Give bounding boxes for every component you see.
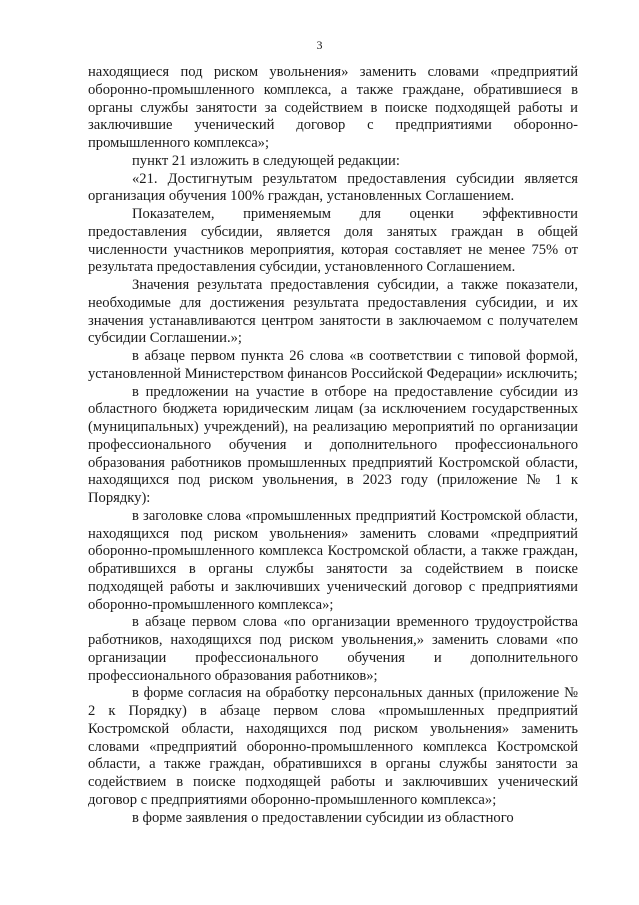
paragraph-point-21-text: «21. Достигнутым результатом предоставления субсидии является организация обучения 100% граждан, установленных Соглашением.	[88, 170, 578, 205]
paragraph-continuation: находящиеся под риском увольнения» заменить словами «предприятий оборонно-промышленного комплекса, а также граждане, обратившиеся в органы службы занятости за содействием в поиске подходящей работы и заключившие ученический договор с предприятиями оборонно-промышленного комплекса»;	[88, 64, 578, 151]
paragraph-result-values: Значения результата предоставления субсидии, а также показатели, необходимые для достижения результата предоставления субсидии, и их значения устанавливаются центром занятости в заключаемом с получателем субсидии Соглашении.»;	[88, 277, 578, 347]
paragraph-consent-form: в форме согласия на обработку персональных данных (приложение № 2 к Порядку) в абзаце первом слова «промышленных предприятий Костромской области, находящихся под риском увольнения» заменить словами «предприятий оборонно-промышленного комплекса Костромской области, а также граждан, обратившихся в органы службы занятости за содействием в поиске подходящей работы и заключивших ученический договор с предприятиями оборонно-промышленного комплекса»;	[88, 685, 578, 808]
paragraph-application-form: в форме заявления о предоставлении субсидии из областного	[132, 809, 514, 826]
paragraph-point-21: пункт 21 изложить в следующей редакции:	[132, 152, 400, 169]
paragraph-heading-change: в заголовке слова «промышленных предприятий Костромской области, находящихся под риском увольнения» заменить словами «предприятий оборонно-промышленного комплекса Костромской области, а также граждан, обратившихся в органы службы занятости за содействием в поиске подходящей работы и заключивших ученический договор с предприятиями оборонно-промышленного комплекса»;	[88, 507, 578, 613]
page-number: 3	[316, 38, 323, 52]
paragraph-point-26: в абзаце первом пункта 26 слова «в соответствии с типовой формой, установленной Министерством финансов Российской Федерации» исключить;	[88, 348, 578, 382]
document-body	[88, 64, 578, 827]
paragraph-first-abzac: в абзаце первом слова «по организации временного трудоустройства работников, находящихся под риском увольнения,» заменить словами «по организации профессионального обучения и дополнительного профессионального образования работников»;	[88, 614, 578, 684]
paragraph-proposal: в предложении на участие в отборе на предоставление субсидии из областного бюджета юридическим лицам (за исключением государственных (муниципальных) учреждений), на реализацию мероприятий по организации профессионального обучения и дополнительного профессионального образования работников промышленных предприятий Костромской области, находящихся под риском увольнения, в 2023 году (приложение № 1 к Порядку):	[88, 383, 578, 506]
paragraph-indicator: Показателем, применяемым для оценки эффективности предоставления субсидии, является доля занятых граждан в общей численности участников мероприятия, которая составляет не менее 75% от результата предоставления субсидии, установленного Соглашением.	[88, 206, 578, 276]
